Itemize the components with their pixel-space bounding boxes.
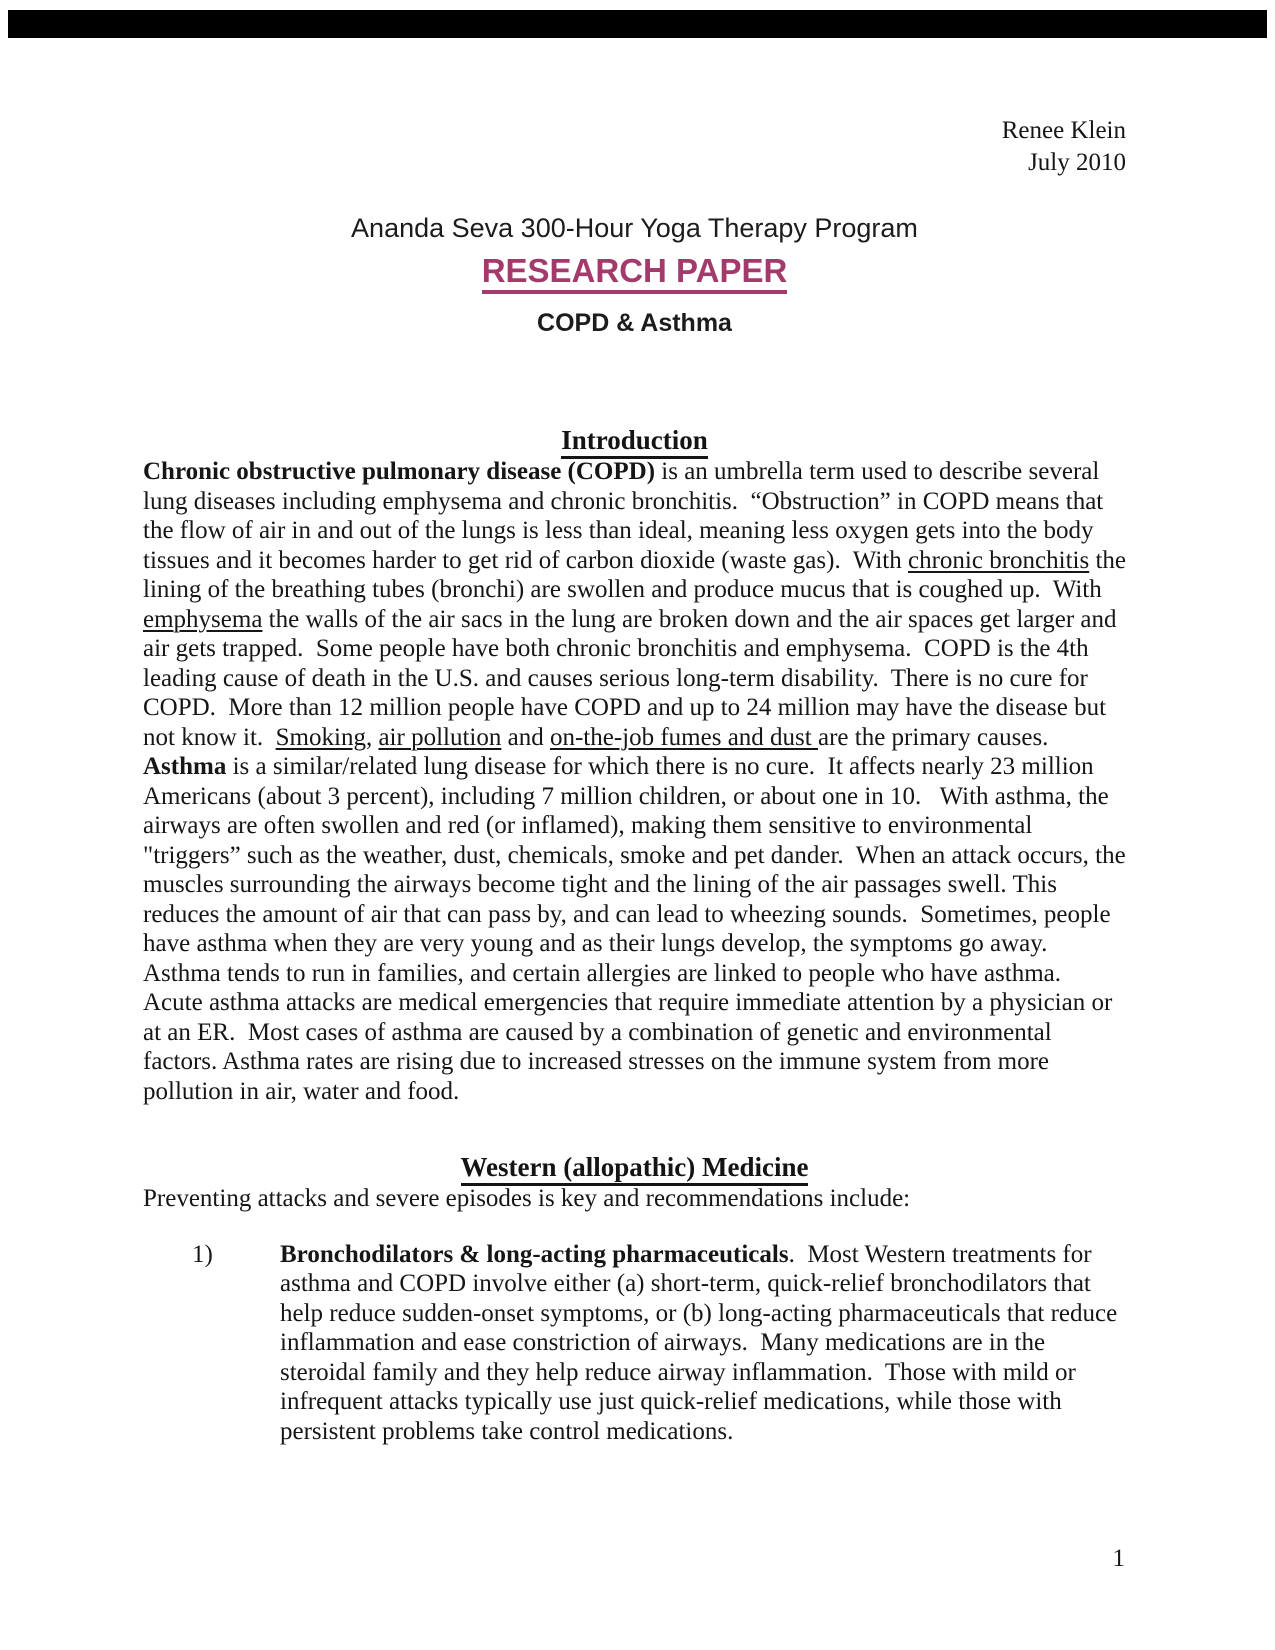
doc-title <box>143 252 1126 290</box>
program-title: Ananda Seva 300-Hour Yoga Therapy Program <box>351 213 918 243</box>
doc-title-text: RESEARCH PAPER <box>482 252 788 294</box>
paragraph-copd: Chronic obstructive pulmonary disease (COPD) is an umbrella term used to describe several lung diseases including emphysema and chronic bronchitis. “Obstruction” in COPD means that the flow of air in and out of the lungs is less than ideal, meaning less oxygen gets into the body tissues and it becomes harder to get rid of carbon dioxide (waste gas). With chronic bronchitis the lining of the breathing tubes (bronchi) are swollen and produce mucus that is coughed up. With emphysema the walls of the air sacs in the lung are broken down and the air spaces get larger and air gets trapped. Some people have both chronic bronchitis and emphysema. COPD is the 4th leading cause of death in the U.S. and causes serious long-term disability. There is no cure for COPD. More than 12 million people have COPD and up to 24 million may have the disease but not know it. Smoking, air pollution and on-the-job fumes and dust are the primary causes. <box>143 458 1133 751</box>
section-heading-introduction <box>143 423 1126 457</box>
list-item-bronchodilators <box>143 1240 1126 1447</box>
paragraph-prevention-intro: Preventing attacks and severe episodes is key and recommendations include: <box>143 1185 911 1212</box>
doc-subtitle: COPD & Asthma <box>537 309 732 337</box>
paragraph-asthma: Asthma is a similar/related lung disease for which there is no cure. It affects nearly 23 million Americans (about 3 percent), including 7 million children, or about one in 10. With asthma, the airways are often swollen and red (or inflamed), making them sensitive to environmental "triggers” such as the weather, dust, chemicals, smoke and pet dander. When an attack occurs, the muscles surrounding the airways become tight and the lining of the air passages swell. This reduces the amount of air that can pass by, and can lead to wheezing sounds. Sometimes, people have asthma when they are very young and as their lungs develop, the symptoms go away. Asthma tends to run in families, and certain allergies are linked to people who have asthma. Acute asthma attacks are medical emergencies that require immediate attention by a physician or at an ER. Most cases of asthma are caused by a combination of genetic and environmental factors. Asthma rates are rising due to increased stresses on the immune system from more pollution in air, water and food. <box>143 753 1132 1105</box>
section-heading-western-medicine <box>143 1150 1126 1184</box>
section-heading-western-medicine-text: Western (allopathic) Medicine <box>461 1152 809 1186</box>
author-name: Renee Klein <box>1001 117 1126 144</box>
scan-artifact-bar <box>8 10 1267 38</box>
page-number: 1 <box>1112 1545 1125 1572</box>
doc-date: July 2010 <box>1028 149 1126 176</box>
list-item-text: Bronchodilators & long-acting pharmaceuticals. Most Western treatments for asthma and COPD involve either (a) short-term, quick-relief bronchodilators that help reduce sudden-onset symptoms, or (b) long-acting pharmaceuticals that reduce inflammation and ease constriction of airways. Many medications are in the steroidal family and they help reduce airway inflammation. Those with mild or infrequent attacks typically use just quick-relief medications, while those with persistent problems take control medications. <box>280 1240 1124 1445</box>
author-block <box>143 115 1126 179</box>
section-heading-introduction-text: Introduction <box>561 425 708 459</box>
list-item-number: 1) <box>192 1240 213 1268</box>
